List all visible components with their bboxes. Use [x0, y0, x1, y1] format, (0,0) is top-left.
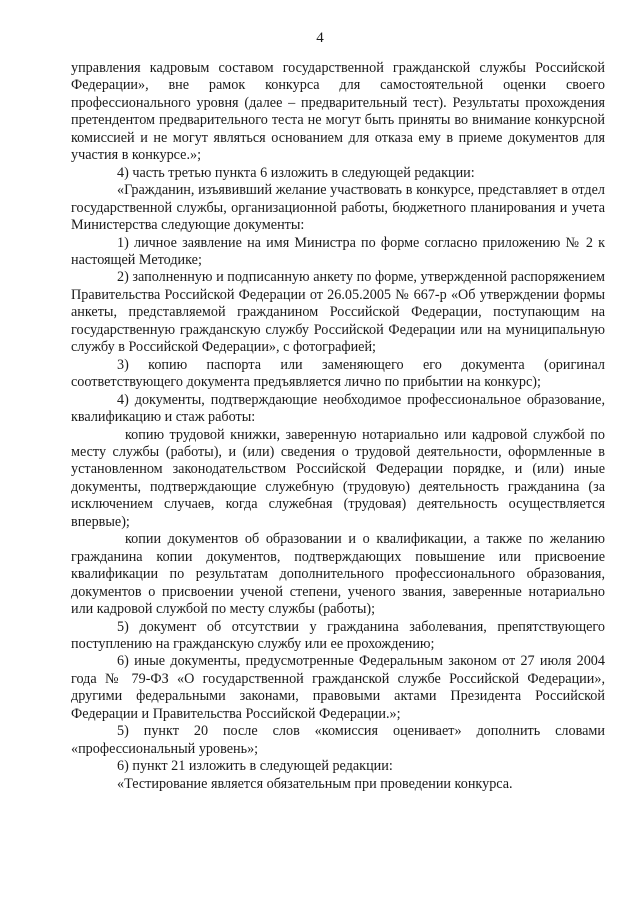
- paragraph-quote-start: «Гражданин, изъявивший желание участвовать в конкурсе, представляет в отдел государственной службы, организационной работы, бюджетного планирования и учета Министерства следующие документы:: [71, 182, 605, 234]
- paragraph-doc-5: 5) документ об отсутствии у гражданина заболевания, препятствующего поступлению на гражданскую службу или ее прохождению;: [71, 618, 605, 652]
- paragraph-doc-4: 4) документы, подтверждающие необходимое профессиональное образование, квалификацию и стаж работы:: [71, 391, 605, 426]
- paragraph-item-5: 5) пункт 20 после слов «комиссия оценивает» дополнить словами «профессиональный уровень»;: [71, 723, 605, 757]
- page-number: 4: [316, 30, 324, 46]
- paragraph-item-4: 4) часть третью пункта 6 изложить в следующей редакции:: [117, 164, 475, 181]
- paragraph-doc-6: 6) иные документы, предусмотренные Федеральным законом от 27 июля 2004 года № 79-ФЗ «О государственной гражданской службе Российской Федерации», другими федеральными законами, правовыми актами Президента Российской Федерации и Правительства Российской Федерации.»;: [71, 653, 605, 722]
- paragraph-doc-2: 2) заполненную и подписанную анкету по форме, утвержденной распоряжением Правительства Российской Федерации от 26.05.2005 № 667-р «Об утверждении формы анкеты, представляемой гражданином Российской Федерации, поступающим на государственную гражданскую службу Российской Федерации или на муниципальную службу в Российской Федерации», с фотографией;: [71, 269, 605, 356]
- paragraph-continuation: управления кадровым составом государственной гражданской службы Российской Федерации», вне рамок конкурса для самостоятельной оценки своего профессионального уровня (далее – предварительный тест). Результаты прохождения претендентом предварительного теста не могут быть приняты во внимание конкурсной комиссией и не могут являться основанием для отказа ему в приеме документов для участия в конкурсе.»;: [71, 60, 605, 164]
- paragraph-doc-3: 3) копию паспорта или заменяющего его документа (оригинал соответствующего документа предъявляется лично по прибытии на конкурс);: [71, 356, 605, 391]
- paragraph-education-docs: копии документов об образовании и о квалификации, а также по желанию гражданина копии документов, подтверждающих повышение или присвоение квалификации по результатам дополнительного профессионального образования, документов о присвоении ученой степени, ученого звания, заверенные нотариально или кадровой службой по месту службы (работы);: [71, 531, 605, 618]
- paragraph-doc-1: 1) личное заявление на имя Министра по форме согласно приложению № 2 к настоящей Методике;: [71, 234, 605, 268]
- paragraph-work-book: копию трудовой книжки, заверенную нотариально или кадровой службой по месту службы (работы), и (или) сведения о трудовой деятельности, оформленные в установленном законодательством Российской Федерации порядке, и (или) иные документы, подтверждающие служебную (трудовую) деятельность гражданина (за исключением случаев, когда служебная (трудовая) деятельность осуществляется впервые);: [71, 426, 605, 530]
- paragraph-item-6: 6) пункт 21 изложить в следующей редакции:: [117, 758, 393, 775]
- paragraph-testing: «Тестирование является обязательным при проведении конкурса.: [117, 775, 513, 792]
- document-body: [71, 60, 605, 793]
